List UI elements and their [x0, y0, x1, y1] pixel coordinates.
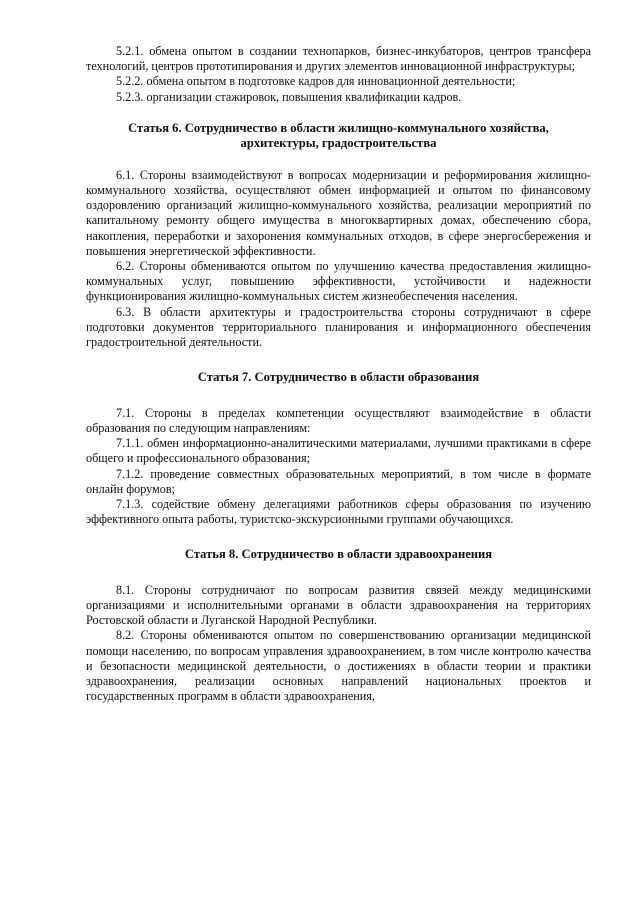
paragraph-7-1-1: 7.1.1. обмен информационно-аналитическими материалами, лучшими практиками в сфере общего и профессионального образования; — [86, 436, 591, 466]
spacer — [86, 350, 591, 370]
paragraph-6-3: 6.3. В области архитектуры и градостроительства стороны сотрудничают в сфере подготовки документов территориального планирования и информационного обеспечения градостроительной деятельности. — [86, 304, 591, 350]
paragraph-5-2-2: 5.2.2. обмена опытом в подготовке кадров для инновационной деятельности; — [116, 74, 516, 89]
paragraph-8-1: 8.1. Стороны сотрудничают по вопросам развития связей между медицинскими организациями и исполнительными органами в области здравоохранения на территориях Ростовской области и Луганской Народной Республики. — [86, 582, 591, 628]
article-8-title: Статья 8. Сотрудничество в области здравоохранения — [184, 547, 493, 562]
spacer — [86, 152, 591, 168]
article-6-title-line-2: архитектуры, градостроительства — [240, 136, 437, 151]
paragraph-7-1-3: 7.1.3. содействие обмену делегациями работников сферы образования по изучению эффективного опыта работы, туристско-экскурсионными группами обучающихся. — [86, 496, 591, 527]
paragraph-5-2-3: 5.2.3. организации стажировок, повышения квалификации кадров. — [116, 89, 462, 104]
spacer — [86, 527, 591, 547]
article-6-heading — [86, 121, 591, 152]
paragraph-6-2: 6.2. Стороны обмениваются опытом по улучшению качества предоставления жилищно-коммунальных услуг, повышению эффективности, устойчивости и надежности функционирования жилищно-коммунальных систем жизнеобеспечения населения. — [86, 259, 591, 304]
paragraph-5-2-1: 5.2.1. обмена опытом в создании технопарков, бизнес-инкубаторов, центров трансфера технологий, центров прототипирования и других элементов инновационной инфраструктуры; — [86, 44, 591, 74]
paragraph-7-1-2: 7.1.2. проведение совместных образовательных мероприятий, в том числе в формате онлайн форумов; — [86, 466, 591, 496]
article-6-title-line-1: Статья 6. Сотрудничество в области жилищно-коммунального хозяйства, — [128, 120, 549, 135]
paragraph-6-1: 6.1. Стороны взаимодействуют в вопросах модернизации и реформирования жилищно-коммунального хозяйства, осуществляют обмен информацией и опытом по финансовому оздоровлению организаций жилищно-коммунального хозяйства, реализации мероприятий по капитальному ремонту общего имущества в многоквартирных домах, обеспечению сбора, накопления, переработки и захоронения коммунальных отходов, в сфере энергосбережения и повышения энергетической эффективности. — [86, 167, 591, 258]
article-7-title: Статья 7. Сотрудничество в области образования — [197, 370, 480, 385]
document-page — [86, 44, 591, 705]
spacer — [86, 563, 591, 583]
spacer — [86, 386, 591, 406]
paragraph-7-1: 7.1. Стороны в пределах компетенции осуществляют взаимодействие в области образования по следующим направлениям: — [86, 405, 591, 435]
spacer — [86, 105, 591, 121]
paragraph-8-2: 8.2. Стороны обмениваются опытом по совершенствованию организации медицинской помощи населению, по вопросам управления здравоохранением, в том числе контролю качества и безопасности медицинской деятельности, о достижениях в области теории и практики здравоохранения, реализации основных направлений национальных проектов и государственных программ в области здравоохранения, — [86, 628, 591, 704]
